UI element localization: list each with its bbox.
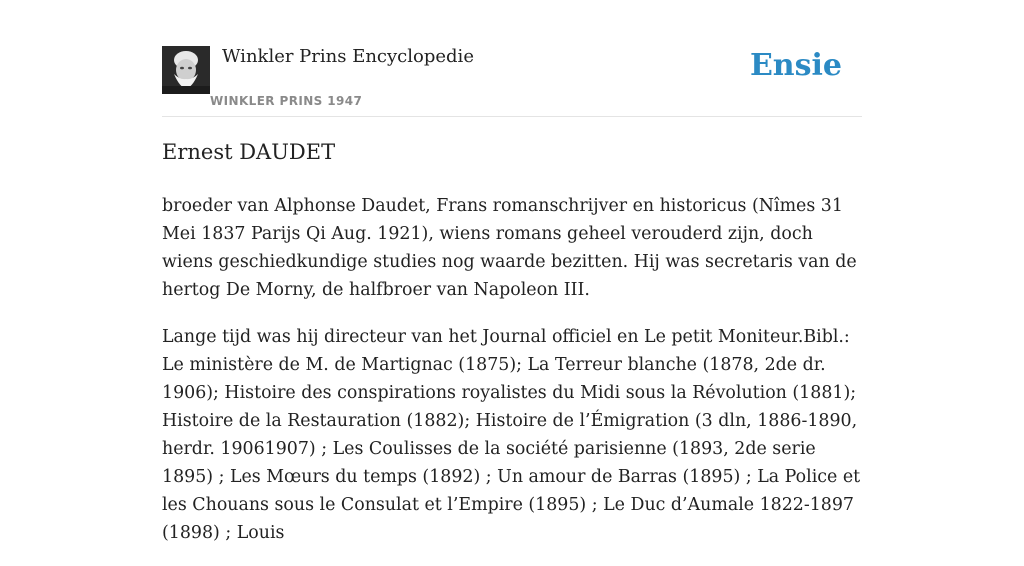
site-name[interactable]: Winkler Prins Encyclopedie <box>222 46 474 67</box>
article-title: Ernest DAUDET <box>162 140 336 164</box>
author-avatar[interactable] <box>162 46 210 94</box>
ensie-logo[interactable]: Ensie <box>749 48 842 83</box>
article-paragraph: Lange tijd was hij directeur van het Journal officiel en Le petit Moniteur.Bibl.: Le ministère de M. de Martignac (1875); La Terreur blanche (1878, 2de dr. 1906); Histoire des conspirations royalistes du Midi sous la Révolution (1881); Histoire de la Restauration (1882); Histoire de l’Émigration (3 dln, 1886-1890, herdr. 19061907) ; Les Coulisses de la société parisienne (1893, 2de serie 1895) ; Les Mœurs du temps (1892) ; Un amour de Barras (1895) ; La Police et les Chouans sous le Consulat et l’Empire (1895) ; Le Duc d’Aumale 1822-1897 (1898) ; Louis <box>162 327 861 543</box>
site-header <box>162 0 862 117</box>
article-body <box>162 192 862 566</box>
article-paragraph: broeder van Alphonse Daudet, Frans romanschrijver en historicus (Nîmes 31 Mei 1837 Parijs Qi Aug. 1921), wiens romans geheel verouderd zijn, doch wiens geschiedkundige studies nog waarde bezitten. Hij was secretaris van de hertog De Morny, de halfbroer van Napoleon III. <box>162 196 857 300</box>
source-label: WINKLER PRINS 1947 <box>210 94 363 108</box>
portrait-image <box>162 46 210 94</box>
page-container <box>162 0 862 543</box>
